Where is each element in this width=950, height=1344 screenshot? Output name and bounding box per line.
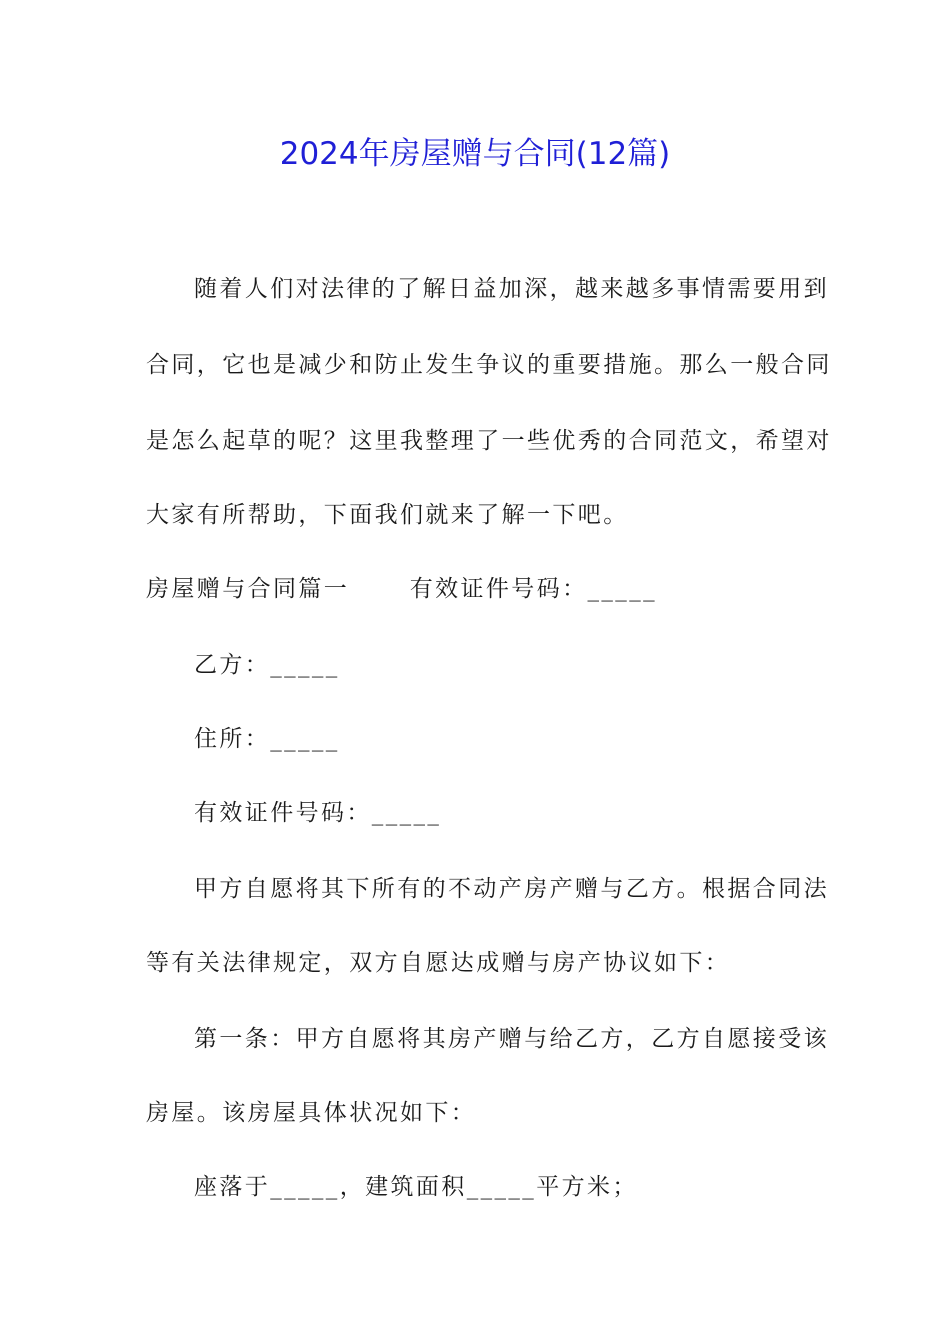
paragraph-line: 等有关法律规定，双方自愿达成赠与房产协议如下： [146, 950, 731, 976]
paragraph-line: 甲方自愿将其下所有的不动产房产赠与乙方。根据合同法 [194, 876, 829, 902]
paragraph-line: 大家有所帮助，下面我们就来了解一下吧。 [146, 502, 629, 528]
article-one-line: 第一条：甲方自愿将其房产赠与给乙方，乙方自愿接受该 [194, 1026, 829, 1052]
document-title: 2024年房屋赠与合同(12篇) [279, 136, 671, 172]
field-party-b: 乙方：_____ [194, 652, 340, 678]
paragraph-line: 房屋。该房屋具体状况如下： [146, 1100, 477, 1126]
paragraph-line: 随着人们对法律的了解日益加深，越来越多事情需要用到 [194, 276, 829, 302]
field-location-area: 座落于_____，建筑面积_____平方米； [194, 1174, 638, 1200]
field-address: 住所：_____ [194, 726, 340, 752]
paragraph-line: 是怎么起草的呢？这里我整理了一些优秀的合同范文，希望对 [146, 428, 832, 454]
field-id-number: 有效证件号码：_____ [194, 800, 442, 826]
paragraph-line: 合同，它也是减少和防止发生争议的重要措施。那么一般合同 [146, 352, 832, 378]
section-heading-line: 房屋赠与合同篇一 有效证件号码：_____ [146, 576, 658, 602]
